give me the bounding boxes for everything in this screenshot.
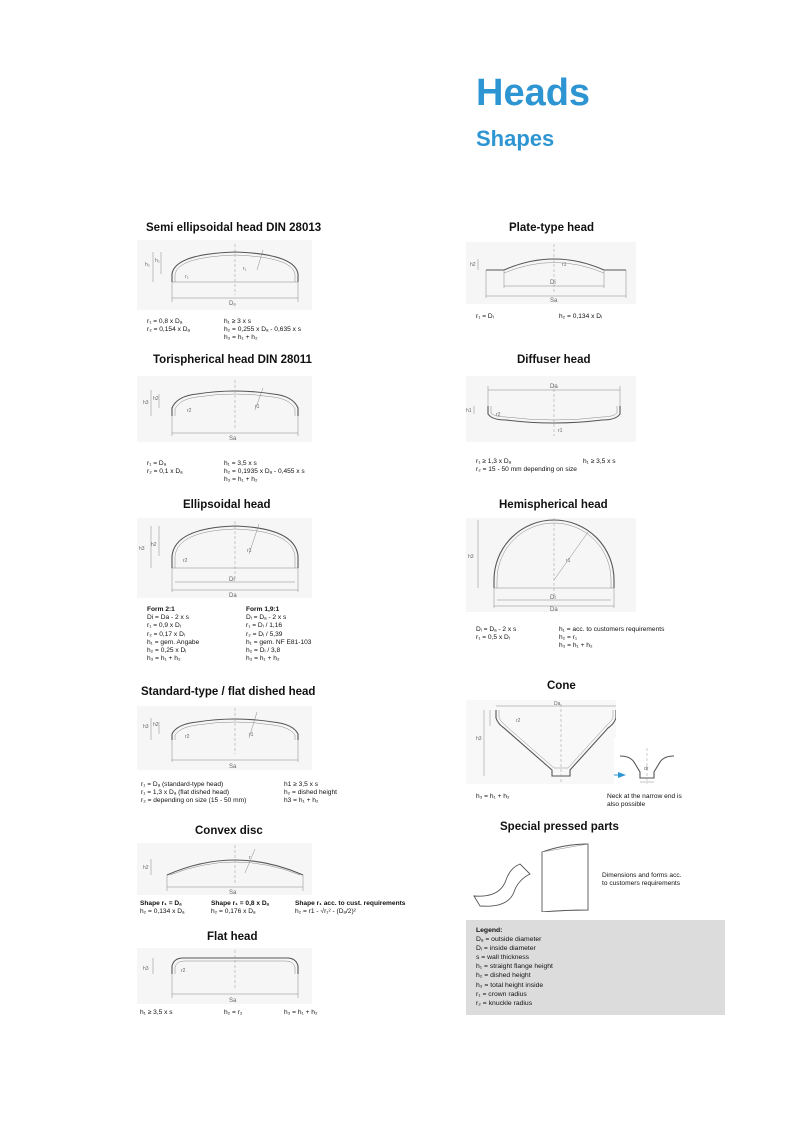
figure-cone-neck [614, 738, 680, 786]
svg-text:h₃: h₃ [145, 262, 150, 268]
svg-text:h3: h3 [139, 546, 145, 552]
formula-special-note: Dimensions and forms acc. to customers requirements [602, 872, 682, 888]
svg-text:r2: r2 [187, 408, 192, 414]
figure-cone [466, 700, 616, 784]
formula-flat-head-col3: h₃ = h₁ + h₂ [284, 1009, 318, 1016]
figure-diffuser [466, 376, 636, 442]
svg-text:r2: r2 [183, 558, 188, 564]
svg-text:r1: r1 [558, 428, 563, 434]
figure-ellipsoidal [137, 518, 312, 598]
formula-convex-disc-col3: Shape r₁ acc. to cust. requirements h₂ = r1 - √r₁² - (Dₐ/2)² [295, 900, 406, 916]
figure-standard-type [137, 706, 312, 770]
svg-text:Di: Di [550, 280, 556, 286]
legend-title: Legend: [476, 927, 503, 934]
svg-text:r1: r1 [247, 548, 252, 554]
formula-hemispherical-col1: Dᵢ = Dₐ - 2 x s r₁ = 0,5 x Dᵢ [476, 626, 517, 642]
svg-text:r₁: r₁ [243, 266, 247, 272]
formula-diffuser-col1: r₁ ≥ 1,3 x Dₐ r₂ = 15 - 50 mm depending on size [476, 458, 577, 474]
figure-convex-disc [137, 843, 312, 895]
formula-cone-col1: h₃ = h₁ + h₂ [476, 793, 510, 800]
figure-hemispherical [466, 518, 636, 612]
svg-text:r1: r1 [562, 262, 567, 268]
formula-plate-type-col1: r₁ = Dᵢ [476, 313, 494, 320]
svg-text:h3: h3 [476, 736, 482, 742]
svg-text:h2: h2 [143, 865, 149, 871]
section-title-standard-type: Standard-type / flat dished head [141, 686, 316, 698]
figure-torispherical [137, 376, 312, 442]
svg-text:Da: Da [229, 593, 237, 598]
formula-flat-head-col2: h₂ = r₂ [224, 1009, 243, 1016]
legend-item: Dₐ = outside diameter [476, 936, 542, 944]
svg-text:h₂: h₂ [155, 258, 160, 264]
svg-text:h2: h2 [470, 262, 476, 268]
svg-text:h2: h2 [153, 396, 159, 402]
formula-convex-disc-col1: Shape r₁ = Dₐ h₂ = 0,134 x Dₐ [140, 900, 185, 916]
svg-text:r1: r1 [255, 404, 260, 410]
svg-text:Sa: Sa [229, 998, 237, 1004]
svg-text:h1: h1 [466, 408, 472, 414]
legend-item: r₂ = knuckle radius [476, 999, 533, 1007]
section-title-plate-type: Plate-type head [509, 222, 594, 234]
formula-plate-type-col2: h₂ = 0,134 x Dᵢ [559, 313, 603, 320]
figure-semi-ellipsoidal [137, 240, 312, 310]
legend-item: h₂ = dished height [476, 972, 531, 980]
svg-text:r1: r1 [249, 732, 254, 738]
svg-text:Sa: Sa [229, 436, 237, 442]
figure-special-pressed [470, 840, 595, 912]
svg-text:r1: r1 [566, 558, 571, 564]
svg-text:h2: h2 [153, 722, 159, 728]
svg-text:r2: r2 [496, 412, 501, 418]
svg-text:Di: Di [550, 595, 556, 601]
section-title-cone: Cone [547, 680, 576, 692]
page-title: Heads [476, 72, 591, 114]
svg-text:Da: Da [554, 701, 561, 707]
svg-text:h3: h3 [143, 966, 149, 972]
legend-item: s = wall thickness [476, 954, 530, 962]
svg-text:r2: r2 [185, 734, 190, 740]
svg-text:r2: r2 [516, 718, 521, 724]
formula-ellipsoidal-col2: Form 1,9:1 Dᵢ = Dₐ - 2 x s r₁ = Dᵢ / 1,16 r₂ = Dᵢ / 5,39 h₁ = gem. NF E81-103 h₂ = Dᵢ / 3,8 h₃ = h₁ + h₂ [246, 606, 312, 663]
page-subtitle: Shapes [476, 126, 555, 151]
section-title-flat-head: Flat head [207, 931, 258, 943]
svg-text:Sa: Sa [229, 890, 237, 895]
svg-text:Da: Da [550, 607, 558, 612]
formula-torispherical-col1: r₁ = Dₐ r₂ = 0,1 x Dₐ [147, 460, 183, 476]
svg-text:r₂: r₂ [185, 274, 189, 280]
formula-hemispherical-col2: h₁ = acc. to customers requirements h₂ = r₁ h₃ = h₁ + h₂ [559, 626, 665, 650]
legend-box [466, 920, 725, 1015]
section-title-special-pressed: Special pressed parts [500, 821, 619, 833]
formula-diffuser-col2: h₁ ≥ 3,5 x s [583, 458, 616, 465]
section-title-diffuser: Diffuser head [517, 354, 591, 366]
legend-item: r₁ = crown radius [476, 990, 527, 998]
legend-item: Dᵢ = inside diameter [476, 945, 536, 953]
svg-text:Sa: Sa [229, 764, 237, 770]
figure-plate-type [466, 242, 636, 304]
formula-cone-note: Neck at the narrow end is also possible [607, 793, 682, 809]
svg-text:Sa: Sa [550, 298, 558, 304]
section-title-convex-disc: Convex disc [195, 825, 263, 837]
legend-item: h₃ = total height inside [476, 981, 544, 989]
svg-text:h3: h3 [468, 554, 474, 560]
svg-text:h2: h2 [151, 542, 157, 548]
formula-flat-head-col1: h₁ ≥ 3,5 x s [140, 1009, 173, 1016]
formula-torispherical-col2: h₁ = 3,5 x s h₂ = 0,1935 x Dₐ - 0,455 x s h₃ = h₁ + h₂ [224, 460, 305, 484]
svg-text:Da: Da [550, 384, 558, 390]
svg-text:h3: h3 [143, 400, 149, 406]
formula-standard-type-col2: h1 ≥ 3,5 x s h₂ = dished height h3 = h₁ + h₂ [284, 781, 337, 805]
svg-text:r2: r2 [181, 968, 186, 974]
formula-convex-disc-col2: Shape r₁ = 0,8 x Dₐ h₂ = 0,176 x Dₐ [211, 900, 270, 916]
svg-text:Di: Di [229, 577, 235, 583]
svg-text:r: r [249, 855, 251, 861]
formula-ellipsoidal-col1: Form 2:1 Di = Da - 2 x s r₁ = 0,9 x Dᵢ r₂ = 0,17 x Dᵢ h₁ = gem. Angabe h₂ = 0,25 x Dᵢ h₃ = h₁ + h₂ [147, 606, 200, 663]
svg-text:dr: dr [644, 766, 649, 772]
formula-semi-ellipsoidal-col2: h₁ ≥ 3 x s h₂ = 0,255 x Dₐ - 0,635 x s h₃ = h₁ + h₂ [224, 318, 302, 342]
formula-standard-type-col1: r₁ = Dₐ (standard-type head) r₁ = 1,3 x Dₐ (flat dished head) r₂ = depending on size (15 - 50 mm) [141, 781, 247, 805]
section-title-ellipsoidal: Ellipsoidal head [183, 499, 271, 511]
section-title-semi-ellipsoidal: Semi ellipsoidal head DIN 28013 [146, 222, 322, 234]
section-title-torispherical: Torispherical head DIN 28011 [153, 354, 312, 366]
section-title-hemispherical: Hemispherical head [499, 499, 608, 511]
figure-flat-head [137, 948, 312, 1004]
label-da: Dₐ [229, 301, 236, 307]
svg-text:h3: h3 [143, 724, 149, 730]
formula-semi-ellipsoidal-col1: r₁ = 0,8 x Dₐ r₂ = 0,154 x Dₐ [147, 318, 190, 334]
legend-item: h₁ = straight flange height [476, 963, 553, 971]
